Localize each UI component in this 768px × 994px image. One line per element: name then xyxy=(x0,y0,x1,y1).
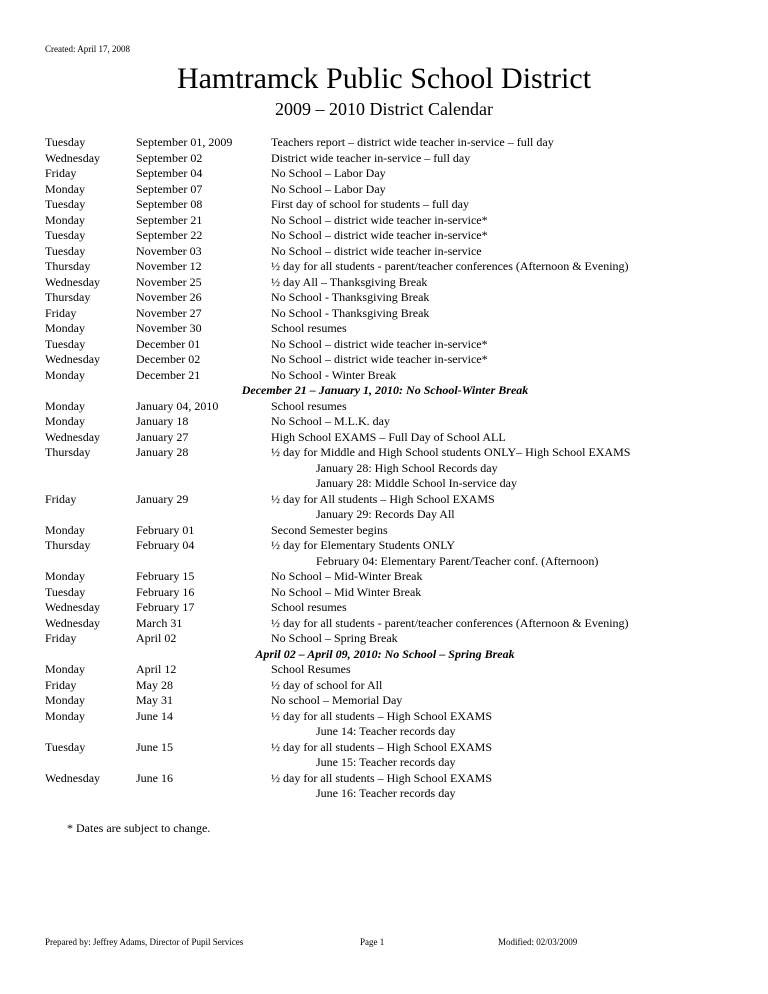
calendar-event: Second Semester begins xyxy=(271,522,388,537)
calendar-day: Tuesday xyxy=(45,135,86,149)
calendar-date: January 29 xyxy=(136,491,189,506)
calendar-date: September 07 xyxy=(136,181,203,196)
calendar-date: December 01 xyxy=(136,336,201,351)
calendar-subnote-text: January 29: Records Day All xyxy=(316,507,455,521)
calendar-row xyxy=(45,740,745,756)
calendar-row xyxy=(45,259,745,275)
calendar-date: May 28 xyxy=(136,677,173,692)
calendar-day: Monday xyxy=(45,181,85,196)
calendar-day: Thursday xyxy=(45,259,91,273)
calendar-row xyxy=(45,662,745,678)
calendar-row xyxy=(45,321,745,337)
calendar-event: No School – Spring Break xyxy=(271,631,398,645)
calendar-subnote xyxy=(45,476,745,492)
calendar-row xyxy=(45,585,745,601)
calendar-event: No School – district wide teacher in-service* xyxy=(271,228,488,242)
calendar-date: November 30 xyxy=(136,321,202,335)
calendar-event: No School – district wide teacher in-service xyxy=(271,243,482,258)
calendar-date: September 22 xyxy=(136,228,203,242)
calendar-event: District wide teacher in-service – full day xyxy=(271,150,471,165)
calendar-day: Wednesday xyxy=(45,429,101,444)
calendar-day: Monday xyxy=(45,321,85,335)
calendar-list xyxy=(45,135,745,802)
calendar-date: May 31 xyxy=(136,693,173,707)
calendar-day: Tuesday xyxy=(45,584,86,599)
calendar-day: Tuesday xyxy=(45,739,86,754)
calendar-subnote-text: June 16: Teacher records day xyxy=(316,786,456,800)
calendar-event: No School – Mid Winter Break xyxy=(271,584,422,599)
calendar-subnote-text: January 28: High School Records day xyxy=(316,460,498,475)
calendar-subnote xyxy=(45,461,745,477)
calendar-day: Friday xyxy=(45,305,77,320)
calendar-row xyxy=(45,135,745,151)
calendar-subnote xyxy=(45,724,745,740)
calendar-event: School Resumes xyxy=(271,662,351,676)
calendar-event: No School – district wide teacher in-service* xyxy=(271,352,488,366)
calendar-date: September 08 xyxy=(136,197,203,211)
calendar-date: November 25 xyxy=(136,274,202,289)
calendar-row xyxy=(45,399,745,415)
calendar-row xyxy=(45,430,745,446)
calendar-event: No School – Labor Day xyxy=(271,166,386,180)
calendar-day: Monday xyxy=(45,708,85,723)
calendar-date: March 31 xyxy=(136,615,183,630)
calendar-event: No School – Mid-Winter Break xyxy=(271,569,423,583)
calendar-subnote xyxy=(45,507,745,523)
calendar-day: Monday xyxy=(45,212,85,227)
page-subtitle: 2009 – 2010 District Calendar xyxy=(275,99,493,119)
calendar-subnote-text: January 28: Middle School In-service day xyxy=(316,476,517,490)
calendar-day: Wednesday xyxy=(45,600,101,614)
calendar-row xyxy=(45,368,745,384)
calendar-row xyxy=(45,306,745,322)
calendar-date: February 04 xyxy=(136,538,195,552)
calendar-row xyxy=(45,600,745,616)
calendar-row xyxy=(45,538,745,554)
calendar-row xyxy=(45,709,745,725)
calendar-day: Wednesday xyxy=(45,615,101,630)
calendar-event: ½ day for all students – High School EXAMS xyxy=(271,739,492,754)
calendar-event: No School – M.L.K. day xyxy=(271,414,390,428)
calendar-event: ½ day for All students – High School EXAMS xyxy=(271,491,495,506)
calendar-row xyxy=(45,213,745,229)
calendar-row xyxy=(45,771,745,787)
calendar-day: Wednesday xyxy=(45,352,101,366)
calendar-row xyxy=(45,492,745,508)
calendar-date: November 03 xyxy=(136,243,202,258)
calendar-event: ½ day for all students – High School EXAMS xyxy=(271,770,492,785)
calendar-event: ½ day for Middle and High School students ONLY– High School EXAMS xyxy=(271,445,631,459)
calendar-event: ½ day for all students - parent/teacher conferences (Afternoon & Evening) xyxy=(271,615,629,630)
calendar-event: No School – Labor Day xyxy=(271,181,386,196)
calendar-day: Friday xyxy=(45,491,77,506)
calendar-day: Thursday xyxy=(45,538,91,552)
calendar-day: Friday xyxy=(45,677,77,692)
footer-prepared-by: Prepared by: Jeffrey Adams, Director of Pupil Services xyxy=(45,937,244,947)
page-title: Hamtramck Public School District xyxy=(176,62,592,95)
calendar-day: Tuesday xyxy=(45,197,86,211)
calendar-date: September 04 xyxy=(136,166,203,180)
calendar-row xyxy=(45,197,745,213)
calendar-event: High School EXAMS – Full Day of School ALL xyxy=(271,429,506,444)
break-banner: December 21 – January 1, 2010: No School-Winter Break xyxy=(241,383,529,397)
calendar-date: April 12 xyxy=(136,662,177,676)
calendar-day: Monday xyxy=(45,693,85,707)
calendar-row xyxy=(45,616,745,632)
calendar-event: ½ day for Elementary Students ONLY xyxy=(271,538,456,552)
calendar-subnote-text: June 14: Teacher records day xyxy=(316,724,456,738)
calendar-event: ½ day for all students – High School EXAMS xyxy=(271,708,492,723)
calendar-date: June 16 xyxy=(136,770,173,785)
calendar-date: June 14 xyxy=(136,708,173,723)
calendar-date: June 15 xyxy=(136,739,173,754)
calendar-row xyxy=(45,244,745,260)
calendar-subnote-text: June 15: Teacher records day xyxy=(316,755,456,769)
calendar-date: September 21 xyxy=(136,212,203,227)
calendar-day: Monday xyxy=(45,367,85,382)
calendar-row xyxy=(45,228,745,244)
calendar-date: September 02 xyxy=(136,150,203,165)
calendar-event: No School - Winter Break xyxy=(271,367,397,382)
calendar-day: Wednesday xyxy=(45,770,101,785)
footnote: * Dates are subject to change. xyxy=(67,821,211,835)
calendar-date: February 17 xyxy=(136,600,195,614)
calendar-date: November 12 xyxy=(136,259,202,273)
calendar-row xyxy=(45,275,745,291)
calendar-day: Thursday xyxy=(45,445,91,459)
calendar-event: School resumes xyxy=(271,321,347,335)
break-banner: April 02 – April 09, 2010: No School – Spring Break xyxy=(255,646,515,661)
calendar-row xyxy=(45,337,745,353)
calendar-row xyxy=(45,445,745,461)
calendar-date: November 26 xyxy=(136,290,202,304)
calendar-row xyxy=(45,414,745,430)
calendar-event: No School - Thanksgiving Break xyxy=(271,290,430,304)
calendar-event: Teachers report – district wide teacher in-service – full day xyxy=(271,135,554,149)
calendar-day: Monday xyxy=(45,398,85,413)
calendar-event: No School - Thanksgiving Break xyxy=(271,305,430,320)
calendar-row xyxy=(45,166,745,182)
footer-modified-date: Modified: 02/03/2009 xyxy=(498,937,578,947)
calendar-date: January 27 xyxy=(136,429,189,444)
calendar-date: September 01, 2009 xyxy=(136,135,233,149)
calendar-date: February 15 xyxy=(136,569,195,583)
calendar-row xyxy=(45,569,745,585)
calendar-date: February 16 xyxy=(136,584,195,599)
calendar-day: Friday xyxy=(45,631,77,645)
calendar-date: January 28 xyxy=(136,445,189,459)
calendar-row xyxy=(45,290,745,306)
calendar-row xyxy=(45,631,745,647)
calendar-row xyxy=(45,678,745,694)
calendar-subnote xyxy=(45,554,745,570)
calendar-date: April 02 xyxy=(136,631,177,645)
calendar-date: January 18 xyxy=(136,414,189,428)
calendar-date: December 02 xyxy=(136,352,201,366)
calendar-day: Wednesday xyxy=(45,150,101,165)
footer-page-number: Page 1 xyxy=(360,937,385,947)
calendar-date: January 04, 2010 xyxy=(136,398,219,413)
calendar-day: Monday xyxy=(45,662,85,676)
calendar-row xyxy=(45,151,745,167)
calendar-event: No school – Memorial Day xyxy=(271,693,403,707)
calendar-day: Monday xyxy=(45,522,85,537)
calendar-event: School resumes xyxy=(271,600,347,614)
calendar-day: Thursday xyxy=(45,290,91,304)
calendar-event: No School – district wide teacher in-service* xyxy=(271,336,488,351)
calendar-day: Tuesday xyxy=(45,228,86,242)
calendar-event: First day of school for students – full day xyxy=(271,197,469,211)
calendar-day: Friday xyxy=(45,166,77,180)
calendar-row xyxy=(45,352,745,368)
calendar-subnote xyxy=(45,755,745,771)
calendar-event: ½ day All – Thanksgiving Break xyxy=(271,274,428,289)
calendar-day: Wednesday xyxy=(45,274,101,289)
calendar-row xyxy=(45,693,745,709)
calendar-date: February 01 xyxy=(136,522,195,537)
calendar-day: Tuesday xyxy=(45,243,86,258)
calendar-row xyxy=(45,523,745,539)
created-date: Created: April 17, 2008 xyxy=(45,44,130,54)
calendar-day: Monday xyxy=(45,414,85,428)
calendar-day: Monday xyxy=(45,569,85,583)
calendar-event: ½ day of school for All xyxy=(271,677,383,692)
calendar-subnote xyxy=(45,786,745,802)
calendar-event: ½ day for all students - parent/teacher conferences (Afternoon & Evening) xyxy=(271,259,629,273)
calendar-row xyxy=(45,182,745,198)
calendar-date: November 27 xyxy=(136,305,202,320)
calendar-event: No School – district wide teacher in-service* xyxy=(271,212,488,227)
calendar-event: School resumes xyxy=(271,398,347,413)
calendar-day: Tuesday xyxy=(45,336,86,351)
calendar-date: December 21 xyxy=(136,367,201,382)
calendar-subnote-text: February 04: Elementary Parent/Teacher conf. (Afternoon) xyxy=(316,553,599,568)
